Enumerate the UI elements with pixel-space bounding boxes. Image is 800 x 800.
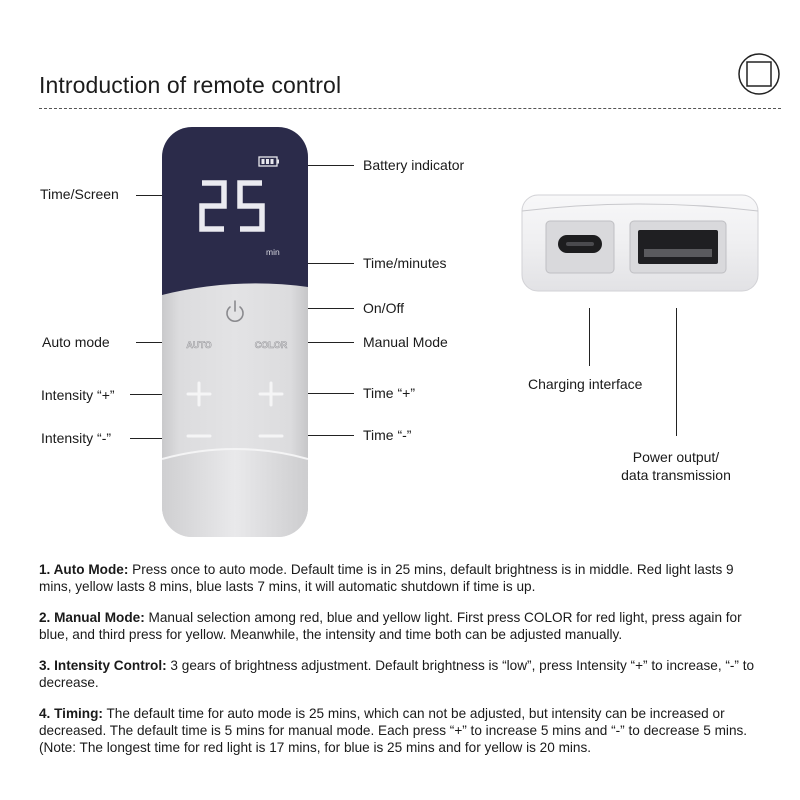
label-power-output-line2: data transmission — [621, 467, 731, 483]
label-time-plus: Time “+” — [363, 385, 415, 401]
usb-c-port-icon — [546, 221, 614, 273]
instruction-intensity-control — [39, 657, 769, 691]
label-intensity-minus: Intensity “-” — [41, 430, 112, 446]
auto-button-label: AUTO — [186, 340, 212, 350]
label-battery-indicator: Battery indicator — [363, 157, 465, 173]
square-in-circle-icon — [737, 52, 781, 96]
leader-line — [308, 435, 354, 436]
label-charging-interface: Charging interface — [528, 376, 643, 392]
leader-line — [308, 165, 354, 166]
leader-line — [136, 342, 162, 343]
label-time-minus: Time “-” — [363, 427, 412, 443]
instruction-timing — [39, 705, 769, 756]
leader-line — [308, 393, 354, 394]
charging-ports-device — [520, 193, 760, 293]
label-time-screen: Time/Screen — [40, 186, 119, 202]
instruction-heading: 3. Intensity Control: — [39, 658, 167, 673]
color-button-label: COLOR — [254, 340, 288, 350]
label-manual-mode: Manual Mode — [363, 334, 448, 350]
instruction-text: The default time for auto mode is 25 mins, which can not be adjusted, but intensity can be increased or decreased. The default time is 5 mins for manual mode. Each press “+” to increase 5 mins and “-” to decrease 5 mins. (Note: The longest time for red light is 17 mins, for blue is 25 mins and for yellow is 20 mins. — [39, 706, 748, 755]
instruction-heading: 1. Auto Mode: — [39, 562, 129, 577]
usb-a-port-icon — [630, 221, 726, 273]
instruction-manual-mode — [39, 609, 769, 643]
leader-line — [130, 394, 162, 395]
leader-line — [130, 438, 162, 439]
instruction-text: Press once to auto mode. Default time is in 25 mins, default brightness is in middle. Red light lasts 9 mins, yellow lasts 8 mins, blue lasts 7 mins, it will automatic shutdown if time is up. — [39, 562, 734, 594]
leader-line — [308, 308, 354, 309]
leader-line — [676, 308, 677, 436]
label-power-output — [606, 448, 746, 484]
leader-line — [136, 195, 162, 196]
leader-line — [589, 308, 590, 366]
title-divider — [39, 108, 781, 109]
instruction-text: Manual selection among red, blue and yellow light. First press COLOR for red light, press again for blue, and third press for yellow. Meanwhile, the intensity and time both can be adjusted manually. — [39, 610, 742, 642]
label-time-minutes: Time/minutes — [363, 255, 447, 271]
instruction-heading: 2. Manual Mode: — [39, 610, 145, 625]
label-on-off: On/Off — [363, 300, 404, 316]
instruction-heading: 4. Timing: — [39, 706, 103, 721]
leader-line — [308, 342, 354, 343]
leader-line — [308, 263, 354, 264]
label-power-output-line1: Power output/ — [632, 449, 720, 465]
instruction-text: 3 gears of brightness adjustment. Default brightness is “low”, press Intensity “+” to increase, “-” to decrease. — [39, 658, 755, 690]
screen-unit: min — [266, 247, 280, 257]
label-intensity-plus: Intensity “+” — [41, 387, 115, 403]
instruction-auto-mode — [39, 561, 769, 595]
remote-control — [162, 127, 308, 537]
page-title: Introduction of remote control — [39, 72, 342, 98]
label-auto-mode: Auto mode — [42, 334, 110, 350]
